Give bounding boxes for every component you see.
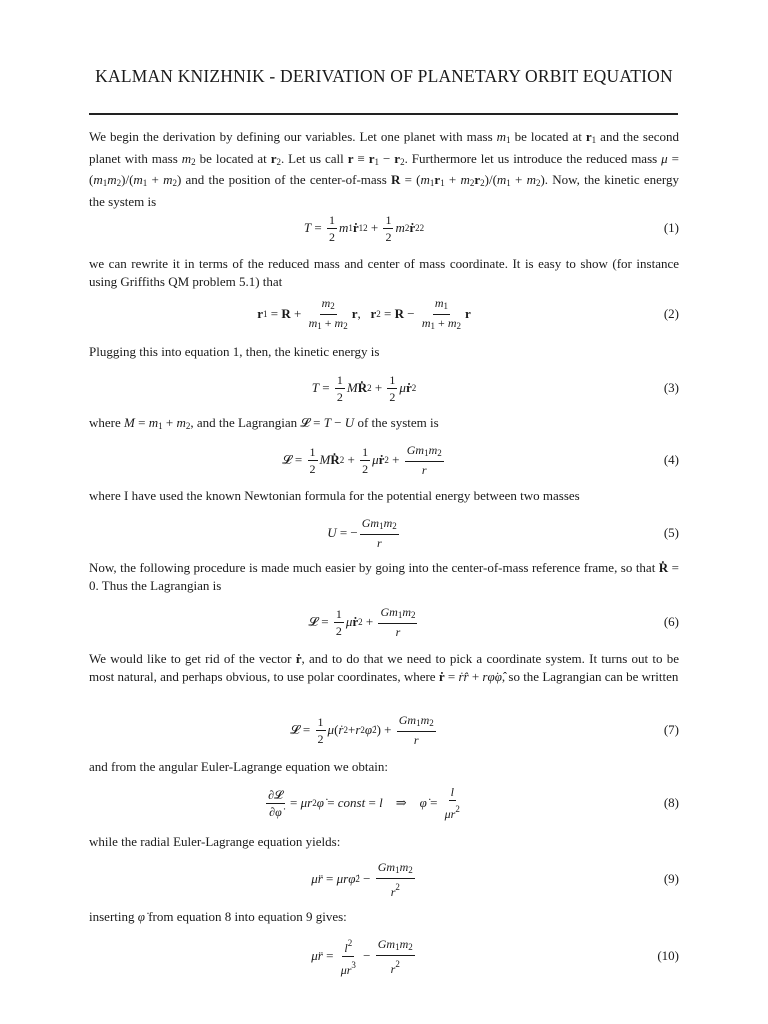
equation-number: (4)	[663, 452, 679, 467]
equation-3: T = $\frac{1}{2}$ M Ṙ 2 + $\frac{1}{2}$ μ ṙ 2 (3)	[311, 372, 679, 404]
paragraph-polar: We would like to get rid of the vector ṙ, and to do that we need to pick a coordinate system. It turns out to be most natural, and perhaps obvious, to use polar coordinates, where ṙ = ṙr̂ + rφ̇φ̂, so the Lagrangian can be written	[89, 651, 680, 684]
equation-10: μr̈ = $\frac{l^2}{\mu r^3}$ − $\frac{Gm_1m_2}{r^2}$ (10)	[311, 936, 679, 977]
equation-5: U = − $\frac{Gm_1m_2}{r}$ (5)	[327, 516, 679, 550]
paragraph-newtonian: where I have used the known Newtonian formula for the potential energy between two masses	[89, 488, 580, 503]
equation-1: T = $\frac{1}{2}$ m 1 ṙ 1 2 + $\frac{1}{2}$ m 2 ṙ 2 2 (1)	[303, 212, 679, 244]
paragraph-lagrangian-def: where $M = m_1 + m_2$, and the Lagrangian 𝓛 = T − U of the system is	[89, 415, 439, 431]
equation-number: (7)	[663, 722, 679, 737]
equation-7: 𝓛 = $\frac{1}{2}$ μ ( ṙ 2 + r 2 φ̇ 2 ) + $\frac{Gm_1m_2}{r}$ (7)	[290, 713, 679, 747]
paragraph-plugging: Plugging this into equation 1, then, the kinetic energy is	[89, 344, 380, 359]
equation-number: (5)	[663, 525, 679, 540]
equation-9: μr̈ = μrφ̇ 2 − $\frac{Gm_1m_2}{r^2}$ (9)	[311, 859, 679, 899]
paragraph-intro: We begin the derivation by defining our variables. Let one planet with mass $m_1$ be located at $r_1$ and the second planet with mass $m_2$ be located at $r_2$. Let us call $r \equiv r_1 - r_2$. Furthermore let us introduce the reduced mass $\mu = (m_1m_2)/(m_1 + m_2)$ and the position of the center-of-mass $R = (m_1r_1 + m_2r_2)/(m_1 + m_2)$. Now, the kinetic energy the system is	[89, 129, 679, 209]
equation-number: (9)	[663, 871, 679, 886]
equation-number: (10)	[657, 948, 679, 963]
paragraph-angular: and from the angular Euler-Lagrange equation we obtain:	[89, 759, 388, 774]
equation-4: 𝓛 = $\frac{1}{2}$ M Ṙ 2 + $\frac{1}{2}$ μ ṙ 2 + $\frac{Gm_1m_2}{r}$ (4)	[282, 443, 679, 477]
equation-number: (1)	[663, 220, 679, 235]
equation-2: r 1 = R + $\frac{m_2}{m_1 + m_2}$ r , r 2 = R − $\frac{m_1}{m_1 + m_2}$ r (2)	[257, 295, 679, 331]
equation-number: (2)	[663, 306, 679, 321]
equation-number: (8)	[663, 795, 679, 810]
paragraph-inserting: inserting φ̇ from equation 8 into equation 9 gives:	[89, 909, 347, 924]
equation-number: (6)	[663, 614, 679, 629]
title-rule	[89, 113, 678, 115]
paragraph-rewrite: we can rewrite it in terms of the reduced mass and center of mass coordinate. It is easy to show (for instance using Griffiths QM problem 5.1) that	[89, 256, 679, 289]
equation-6: 𝓛 = $\frac{1}{2}$ μ ṙ 2 + $\frac{Gm_1m_2}{r}$ (6)	[308, 605, 679, 639]
paragraph-radial: while the radial Euler-Lagrange equation yields:	[89, 834, 341, 849]
equation-number: (3)	[663, 380, 679, 395]
equation-8: $\frac{\text{∂𝓛}}{\partial\varphi̇}$ = μr 2 φ̇ = const = l ⇒ φ̇ = $\frac{l}{\mu r^2}$ (8)	[268, 785, 679, 821]
page-title: KALMAN KNIZHNIK - DERIVATION OF PLANETARY ORBIT EQUATION	[95, 66, 673, 86]
paragraph-com-frame: Now, the following procedure is made much easier by going into the center-of-mass reference frame, so that Ṙ = 0. Thus the Lagrangian is	[89, 560, 679, 593]
